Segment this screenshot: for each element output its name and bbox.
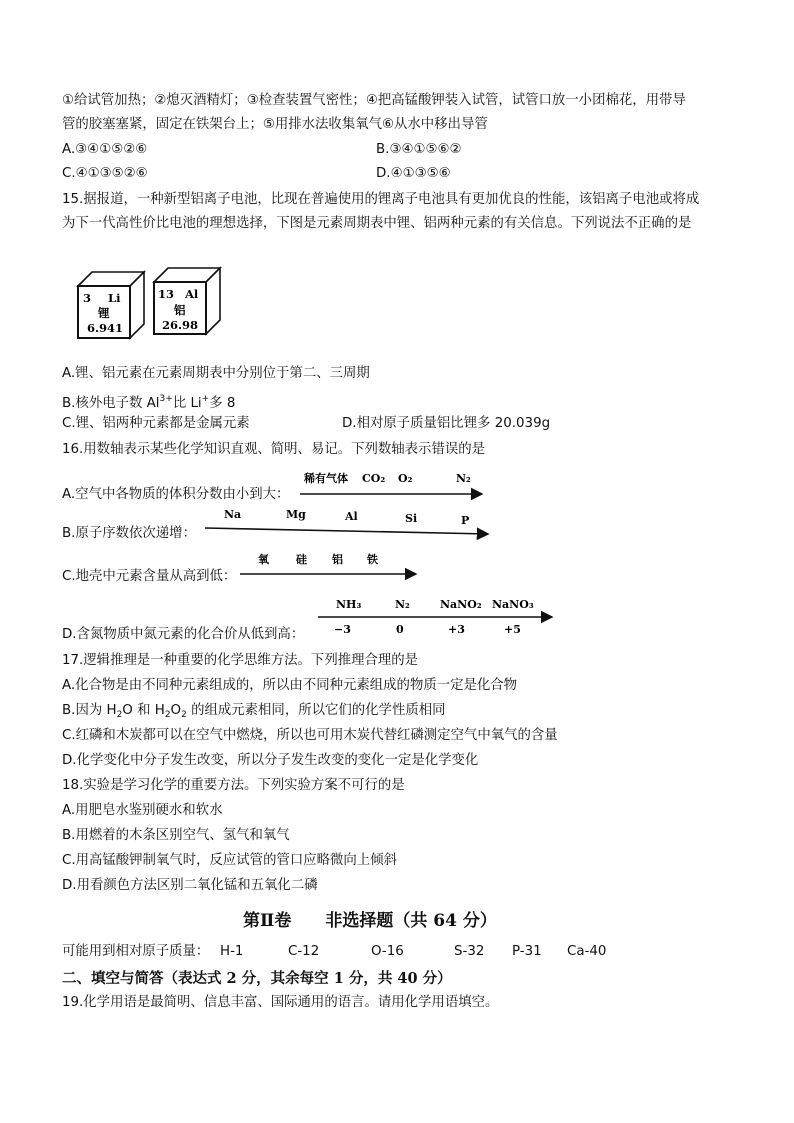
al-name: 铝 bbox=[174, 303, 186, 317]
q17-option-b: B.因为 $H_2O$ 和 $H_2O_2$ 的组成元素相同，所以它们的化学性质相同 bbox=[62, 703, 446, 720]
q17-option-d: D.化学变化中分子发生改变，所以分子发生改变的变化一定是化学变化 bbox=[62, 753, 479, 768]
axis-d-value-1: −3 bbox=[334, 623, 351, 636]
li-symbol: Li bbox=[108, 291, 121, 305]
axis-d-value-4: +5 bbox=[504, 623, 521, 636]
axis-d-value-2: 0 bbox=[396, 623, 404, 636]
axis-b-item-3: Al bbox=[345, 510, 358, 523]
q16-d-label: D.含氮物质中氮元素的化合价从低到高： bbox=[62, 627, 305, 642]
mass-ca: Ca-40 bbox=[567, 944, 607, 959]
mass-h: H-1 bbox=[220, 944, 244, 959]
li-name: 锂 bbox=[98, 306, 110, 320]
q18-stem: 18.实验是学习化学的重要方法。下列实验方案不可行的是 bbox=[62, 778, 405, 793]
axis-a-item-3: O₂ bbox=[398, 472, 413, 485]
axis-b-item-2: Mg bbox=[286, 508, 306, 521]
part2-title: 第Ⅱ卷 非选择题（共 64 分） bbox=[243, 911, 497, 931]
mass-c: C-12 bbox=[288, 944, 320, 959]
q18-option-a: A.用肥皂水鉴别硬水和软水 bbox=[62, 803, 223, 818]
axis-c-item-3: 铝 bbox=[332, 553, 343, 566]
q16-stem: 16.用数轴表示某些化学知识直观、简明、易记。下列数轴表示错误的是 bbox=[62, 442, 486, 457]
al-mass: 26.98 bbox=[162, 318, 199, 332]
axis-b-item-4: Si bbox=[405, 512, 418, 525]
q18-option-d: D.用看颜色方法区别二氧化锰和五氧化二磷 bbox=[62, 878, 318, 893]
section-heading: 二、填空与简答（表达式 2 分，其余每空 1 分，共 40 分） bbox=[62, 970, 452, 987]
q15-option-d: D.相对原子质量铝比锂多 20.039g bbox=[342, 416, 551, 431]
q15-line2: 为下一代高性价比电池的理想选择，下图是元素周期表中锂、铝两种元素的有关信息。下列说法不正确的是 bbox=[62, 216, 692, 231]
q19-stem: 19.化学用语是最简明、信息丰富、国际通用的语言。请用化学用语填空。 bbox=[62, 995, 499, 1010]
q18-option-c: C.用高锰酸钾制氧气时，反应试管的管口应略微向上倾斜 bbox=[62, 853, 397, 868]
axis-d-item-3: NaNO₂ bbox=[440, 598, 482, 611]
axis-b-item-1: Na bbox=[224, 508, 242, 521]
li-number: 3 bbox=[83, 291, 92, 305]
q14-option-a: A.③④①⑤②⑥ bbox=[62, 142, 148, 157]
q15-option-c: C.锂、铝两种元素都是金属元素 bbox=[62, 416, 250, 431]
axis-a-item-1: 稀有气体 bbox=[304, 472, 348, 485]
q15-option-a: A.锂、铝元素在元素周期表中分别位于第二、三周期 bbox=[62, 366, 370, 381]
axis-a-item-4: N₂ bbox=[456, 472, 471, 485]
q16-b-label: B.原子序数依次递增： bbox=[62, 526, 196, 541]
mass-o: O-16 bbox=[371, 944, 404, 959]
axis-b-item-5: P bbox=[461, 514, 470, 527]
axis-c-item-4: 铁 bbox=[367, 553, 378, 566]
axis-c-item-2: 硅 bbox=[296, 553, 307, 566]
axis-c-item-1: 氧 bbox=[258, 553, 269, 566]
q15-line1: 15.据报道，一种新型铝离子电池，比现在普遍使用的锂离子电池具有更加优良的性能，该铝离子电池或将成 bbox=[62, 192, 700, 207]
q16-c-label: C.地壳中元素含量从高到低： bbox=[62, 569, 237, 584]
mass-p: P-31 bbox=[512, 944, 542, 959]
q17-option-a: A.化合物是由不同种元素组成的，所以由不同种元素组成的物质一定是化合物 bbox=[62, 678, 518, 693]
q14-option-c: C.④①③⑤②⑥ bbox=[62, 166, 148, 181]
li-mass: 6.941 bbox=[87, 321, 124, 335]
axis-d-value-3: +3 bbox=[448, 623, 465, 636]
q14-line1: ①给试管加热；②熄灭酒精灯；③检查装置气密性；④把高锰酸钾装入试管，试管口放一小团棉花，用带导 bbox=[62, 93, 686, 108]
axis-b-line bbox=[205, 528, 488, 534]
q16-a-label: A.空气中各物质的体积分数由小到大： bbox=[62, 487, 290, 502]
relative-atomic-masses bbox=[62, 943, 682, 961]
q14-option-b: B.③④①⑤⑥② bbox=[376, 142, 462, 157]
q14-line2: 管的胶塞塞紧，固定在铁架台上；⑤用排水法收集氧气⑥从水中移出导管 bbox=[62, 117, 488, 132]
q14-option-d: D.④①③⑤⑥ bbox=[376, 166, 451, 181]
axis-d-item-2: N₂ bbox=[395, 598, 410, 611]
mass-s: S-32 bbox=[454, 944, 485, 959]
axis-d-item-1: NH₃ bbox=[336, 598, 362, 611]
q17-stem: 17.逻辑推理是一种重要的化学思维方法。下列推理合理的是 bbox=[62, 653, 419, 668]
axis-a-item-2: CO₂ bbox=[362, 472, 386, 485]
q17-option-c: C.红磷和木炭都可以在空气中燃烧，所以也可用木炭代替红磷测定空气中氧气的含量 bbox=[62, 728, 558, 743]
q15-option-b: B.核外电子数 $Al^{3+}$比 Li+多 8 bbox=[62, 394, 236, 411]
q18-option-b: B.用燃着的木条区别空气、氢气和氧气 bbox=[62, 828, 290, 843]
al-number: 13 bbox=[158, 287, 175, 301]
axis-d-item-4: NaNO₃ bbox=[492, 598, 534, 611]
al-symbol: Al bbox=[185, 287, 199, 301]
masses-label: 可能用到相对原子质量： bbox=[62, 944, 210, 959]
